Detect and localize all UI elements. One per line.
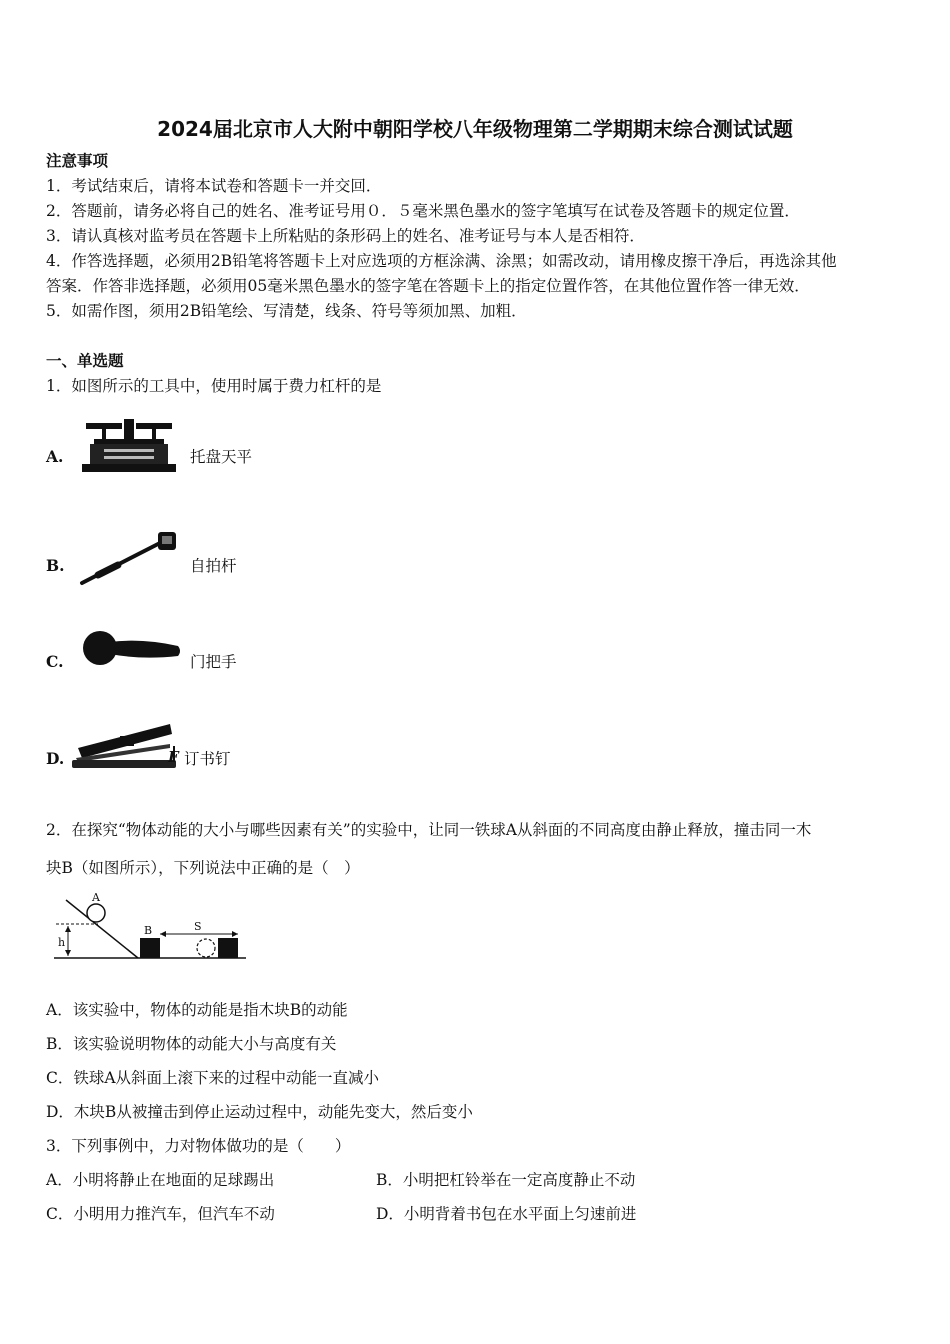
page-title: 2024届北京市人大附中朝阳学校八年级物理第二学期期末综合测试试题 (157, 117, 793, 141)
notice-item: 3．请认真核对监考员在答题卡上所粘贴的条形码上的姓名、准考证号与本人是否相符． (46, 227, 645, 245)
q3-option: B．小明把杠铃举在一定高度静止不动 (376, 1171, 636, 1189)
q1-option-a-label: 托盘天平 (190, 448, 253, 466)
q2-stem-line2: 块B（如图所示），下列说法中正确的是（ ） (46, 859, 360, 877)
notice-item: 4．作答选择题，必须用2B铅笔将答题卡上对应选项的方框涂满、涂黑；如需改动，请用橡皮擦干净后，再选涂其他 (46, 252, 837, 270)
notice-item: 1．考试结束后，请将本试卷和答题卡一并交回． (46, 177, 382, 195)
notice-item: 5．如需作图，须用2B铅笔绘、写清楚，线条、符号等须加黑、加粗． (46, 302, 527, 320)
block-label: B (144, 924, 153, 937)
stapler-icon (70, 718, 182, 776)
q2-option: C．铁球A从斜面上滚下来的过程中动能一直减小 (46, 1069, 380, 1087)
notice-heading: 注意事项 (46, 151, 109, 170)
q3-stem: 3．下列事例中，力对物体做功的是（ ） (46, 1137, 351, 1155)
q2-stem-line1: 2．在探究“物体动能的大小与哪些因素有关”的实验中，让同一铁球A从斜面的不同高度由静止释放，撞击同一木 (46, 821, 812, 839)
notice-item: 答案．作答非选择题，必须用05毫米黑色墨水的签字笔在答题卡上的指定位置作答，在其他位置作答一律无效． (46, 277, 810, 295)
q2-option: B．该实验说明物体的动能大小与高度有关 (46, 1035, 337, 1053)
q1-option-b-label: 自拍杆 (190, 557, 237, 575)
q1-option-c-letter: C. (46, 652, 64, 671)
q3-option: D．小明背着书包在水平面上匀速前进 (376, 1205, 637, 1223)
q1-option-d-label: 订书钉 (184, 750, 231, 768)
ball-label: A (92, 891, 100, 904)
q1-option-b-letter: B. (46, 556, 65, 575)
q2-option: D．木块B从被撞击到停止运动过程中，动能先变大，然后变小 (46, 1103, 473, 1121)
q1-option-c-label: 门把手 (190, 653, 237, 671)
height-label: h (58, 936, 66, 949)
force-label: F (168, 748, 179, 766)
q1-option-a-letter: A. (46, 447, 64, 466)
balance-scale-icon (80, 418, 176, 476)
notice-item: 2．答题前，请务必将自己的姓名、准考证号用０．５毫米黑色墨水的签字笔填写在试卷及答题卡的规定位置． (46, 202, 800, 220)
q3-option: C．小明用力推汽车，但汽车不动 (46, 1205, 275, 1223)
q1-option-d-letter: D. (46, 749, 65, 768)
incline-experiment-diagram (54, 890, 250, 966)
door-handle-icon (80, 626, 184, 670)
q1-stem: 1．如图所示的工具中，使用时属于费力杠杆的是 (46, 377, 382, 395)
distance-label: S (194, 920, 202, 933)
q2-option: A．该实验中，物体的动能是指木块B的动能 (46, 1001, 348, 1019)
section-heading: 一、单选题 (46, 351, 124, 370)
q3-option: A．小明将静止在地面的足球踢出 (46, 1171, 275, 1189)
selfie-stick-icon (78, 526, 182, 588)
